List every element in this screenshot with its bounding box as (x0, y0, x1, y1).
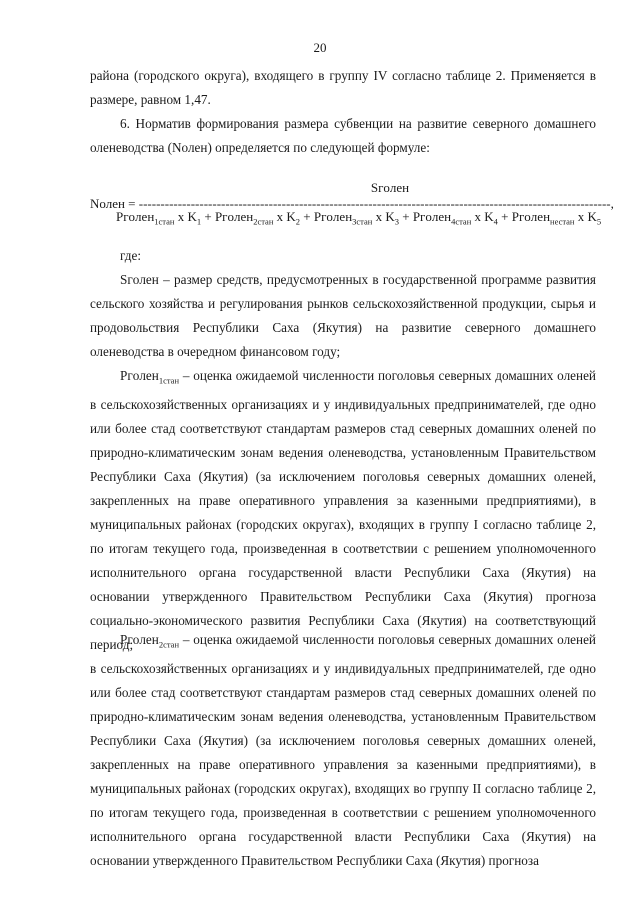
formula-denominator: Pгoлен$_{1стан}$ x $K_1$ + Pгoлен$_{2стан}$ x $K_2$ + Pгoлен$_{3стан}$ x $K_3$ + Pгoлен$_{4стан}$ x $K_4$ + Pгoлен$_{нестан}$ x $K_5$ (116, 209, 602, 227)
formula-fraction-line: Nолен = -------------------------------------------------------------------------------------------------------------, (90, 196, 614, 211)
definition-pgolen-2stan: Pгoлен$_{2стан}$ – оценка ожидаемой численности поголовья северных домашних оленей в сельскохозяйственных организациях и у индивидуальных предпринимателей, где одно или более стад соответствуют стандартам размеров стад северных домашних оленей по природно-климатическим зонам ведения оленеводства, установленным Правительством Республики Саха (Якутия) (за исключением поголовья северных домашних оленей, закрепленных на праве оперативного управления за казенными предприятиями), в муниципальных районах (городских округах), входящих во группу II согласно таблице 2, по итогам текущего года, произведенная в соответствии с решением уполномоченного исполнительного органа государственной власти Республики Саха (Якутия) на основании утвержденного Правительством Республики Саха (Якутия) прогноза (90, 632, 596, 868)
fraction-bar: -------------------------------------------------------------------------------------------------------------, (138, 196, 614, 211)
where-label: где: (120, 248, 141, 263)
page-number: 20 (313, 40, 327, 55)
paragraph-continuation: района (городского округа), входящего в группу IV согласно таблице 2. Применяется в размере, равном 1,47. (90, 68, 596, 107)
definition-sgolen: Sгoлен – размер средств, предусмотренных в государственной программе развития сельского хозяйства и регулирования рынков сельскохозяйственной продукции, сырья и продовольствия Республики Саха (Якутия) на развитие северного домашнего оленеводства в очередном финансовом году; (90, 272, 596, 359)
formula-numerator: Sгoлен (370, 180, 410, 195)
paragraph-6: 6. Норматив формирования размера субвенции на развитие северного домашнего оленеводства (Nолен) определяется по следующей формуле: (90, 116, 596, 155)
definition-pgolen-1stan: Pгoлен$_{1стан}$ – оценка ожидаемой численности поголовья северных домашних оленей в сельскохозяйственных организациях и у индивидуальных предпринимателей, где одно или более стад соответствуют стандартам размеров стад северных домашних оленей по природно-климатическим зонам ведения оленеводства, установленным Правительством Республики Саха (Якутия) (за исключением поголовья северных домашних оленей, закрепленных на праве оперативного управления за казенными предприятиями), в муниципальных районах (городских округах), входящих в группу I согласно таблице 2, по итогам текущего года, произведенная в соответствии с решением уполномоченного исполнительного органа государственной власти Республики Саха (Якутия) на основании утвержденного Правительством Республики Саха (Якутия) прогноза социально-экономического развития Республики Саха (Якутия) на соответствующий период; (90, 368, 596, 652)
